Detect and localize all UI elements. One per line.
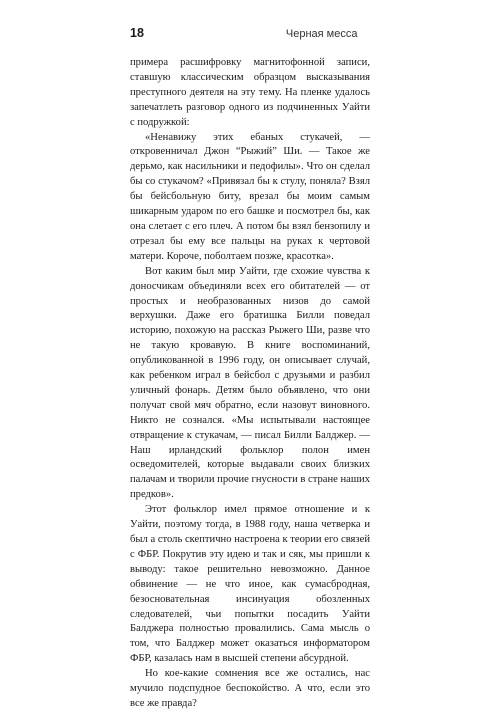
running-head (130, 26, 370, 42)
paragraph: «Ненавижу этих ебаных стукачей, — откровенничал Джон “Рыжий” Ши. — Такое же дерьмо, как насильники и педофилы». Что он сделал бы со стукачом? «Привязал бы к стулу, поняла? Взял бы бейсбольную биту, врезал бы моим самым шикарным ударом по его башке и посмотрел бы, как она слетает с его плеч. А потом бы взял бензопилу и отрезал бы ему все пальцы на руках к чертовой матери. Короче, поболтаем позже, красотка». (130, 131, 370, 262)
paragraph: примера расшифровку магнитофонной записи, ставшую классическим образцом высказывания преступного деятеля на эту тему. На пленке удалось запечатлеть разговор одного из подчиненных Уайти с подружкой: (130, 57, 370, 128)
page-number: 18 (130, 26, 144, 40)
paragraph: Этот фольклор имел прямое отношение и к Уайти, поэтому тогда, в 1988 году, наша четверка и был а столь скептично настроена к теории его связей с ФБР. Покрутив эту идею и так и сяк, мы пришли к выводу: такое решительно невозможно. Данное обвинение — не что иное, как сумасбродная, безосновательная инсинуация обозленных следователей, чьи попытки посадить Уайти Балджера полностью провалились. Сама мысль о том, что Балджер может оказаться информатором ФБР, казалась нам в высшей степени абсурдной. (130, 504, 370, 665)
paragraph: Вот каким был мир Уайти, где схожие чувства к доносчикам объединяли всех его обитателей — от простых и необразованных низов до самой верхушки. Даже его братишка Билли поведал историю, похожую на рассказ Рыжего Ши, разве что не такую кровавую. В книге воспоминаний, опубликованной в 1996 году, он описывает случай, как ребенком играл в бейсбол с друзьями и разбил уличный фонарь. Детям было объявлено, что они получат свой мяч обратно, если назовут виновного. Никто не сознался. «Мы испытывали настоящее отвращение к стукачам, — писал Билли Балджер. — Наш ирландский фольклор полон имен осведомителей, которые выдавали своих близких палачам и творили прочие гнусности в стране наших предков». (130, 265, 371, 501)
running-title: Черная месса (285, 28, 358, 40)
paragraph: Но кое-какие сомнения все же остались, нас мучило подспудное беспокойство. А что, если это все же правда? (130, 668, 370, 709)
body-text (130, 56, 370, 712)
